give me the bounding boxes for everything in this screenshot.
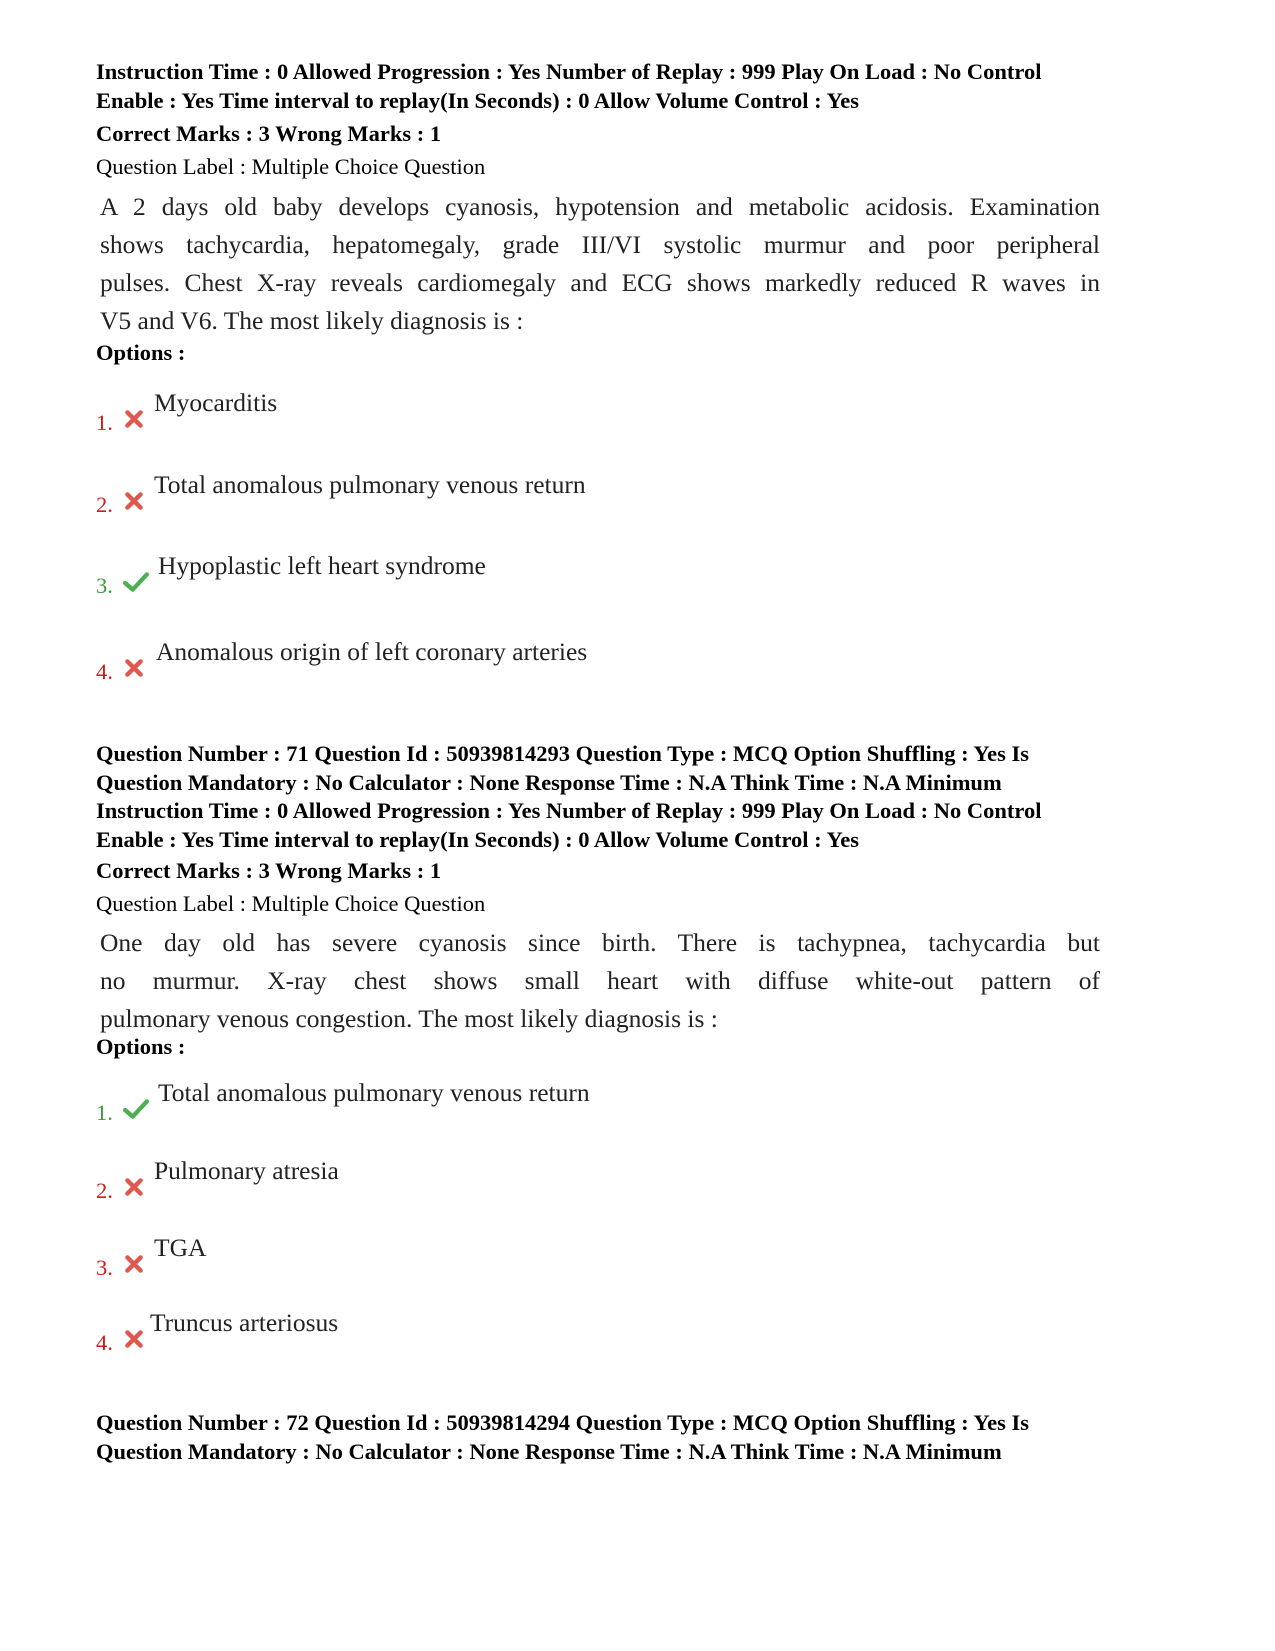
option-text: Anomalous origin of left coronary arteries <box>156 637 588 666</box>
question-line: shows tachycardia, hepatomegaly, grade III/VI systolic murmur and poor peripheral <box>100 230 1100 259</box>
option-number: 2. <box>96 492 113 517</box>
meta-line: Enable : Yes Time interval to replay(In Seconds) : 0 Allow Volume Control : Yes <box>96 826 859 852</box>
meta-line: Question Number : 72 Question Id : 50939814294 Question Type : MCQ Option Shuffling : Yes Is <box>96 1410 1030 1435</box>
question-meta <box>96 1409 1196 1466</box>
options-label: Options : <box>96 1034 186 1059</box>
option-number: 4. <box>96 659 113 684</box>
options-label: Options : <box>96 340 186 365</box>
option-text: Hypoplastic left heart syndrome <box>158 551 486 580</box>
cross-icon <box>123 490 145 512</box>
meta-line: Enable : Yes Time interval to replay(In Seconds) : 0 Allow Volume Control : Yes <box>96 87 859 113</box>
question-line: pulmonary venous congestion. The most likely diagnosis is : <box>100 1004 718 1033</box>
question-meta <box>96 740 1196 854</box>
question-meta <box>96 58 1196 115</box>
cross-icon <box>123 408 145 430</box>
option-number: 3. <box>96 1255 113 1280</box>
meta-line: Instruction Time : 0 Allowed Progression : Yes Number of Replay : 999 Play On Load : No Control <box>96 798 1042 823</box>
question-line: pulses. Chest X-ray reveals cardiomegaly and ECG shows markedly reduced R waves in <box>100 268 1100 297</box>
question-label: Question Label : Multiple Choice Question <box>96 154 486 179</box>
marks-line: Correct Marks : 3 Wrong Marks : 1 <box>96 858 442 883</box>
option-text: Total anomalous pulmonary venous return <box>158 1078 590 1107</box>
option-text: Total anomalous pulmonary venous return <box>154 470 586 499</box>
option-number: 1. <box>96 1100 113 1125</box>
cross-icon <box>123 1328 145 1350</box>
option-text: Truncus arteriosus <box>150 1308 339 1337</box>
option-text: Pulmonary atresia <box>154 1156 339 1185</box>
question-text <box>100 924 1100 1038</box>
question-line: V5 and V6. The most likely diagnosis is : <box>100 306 524 335</box>
check-icon <box>123 571 149 593</box>
option-text: Myocarditis <box>154 388 278 417</box>
option-number: 4. <box>96 1330 113 1355</box>
question-line: One day old has severe cyanosis since birth. There is tachypnea, tachycardia but <box>100 928 1100 957</box>
meta-line: Question Mandatory : No Calculator : None Response Time : N.A Think Time : N.A Minimum <box>96 1438 1002 1464</box>
meta-line: Instruction Time : 0 Allowed Progression : Yes Number of Replay : 999 Play On Load : No Control <box>96 59 1042 84</box>
option-text: TGA <box>154 1233 207 1262</box>
option-number: 2. <box>96 1178 113 1203</box>
cross-icon <box>123 1176 145 1198</box>
meta-line: Question Mandatory : No Calculator : None Response Time : N.A Think Time : N.A Minimum <box>96 769 1002 795</box>
option-number: 3. <box>96 573 113 598</box>
marks-line: Correct Marks : 3 Wrong Marks : 1 <box>96 121 442 146</box>
question-text <box>100 188 1100 340</box>
question-label: Question Label : Multiple Choice Question <box>96 891 486 916</box>
check-icon <box>123 1098 149 1120</box>
meta-line: Question Number : 71 Question Id : 50939814293 Question Type : MCQ Option Shuffling : Yes Is <box>96 741 1030 766</box>
cross-icon <box>123 657 145 679</box>
question-line: no murmur. X-ray chest shows small heart with diffuse white-out pattern of <box>100 966 1100 995</box>
question-line: A 2 days old baby develops cyanosis, hypotension and metabolic acidosis. Examination <box>100 192 1100 221</box>
option-number: 1. <box>96 410 113 435</box>
cross-icon <box>123 1253 145 1275</box>
